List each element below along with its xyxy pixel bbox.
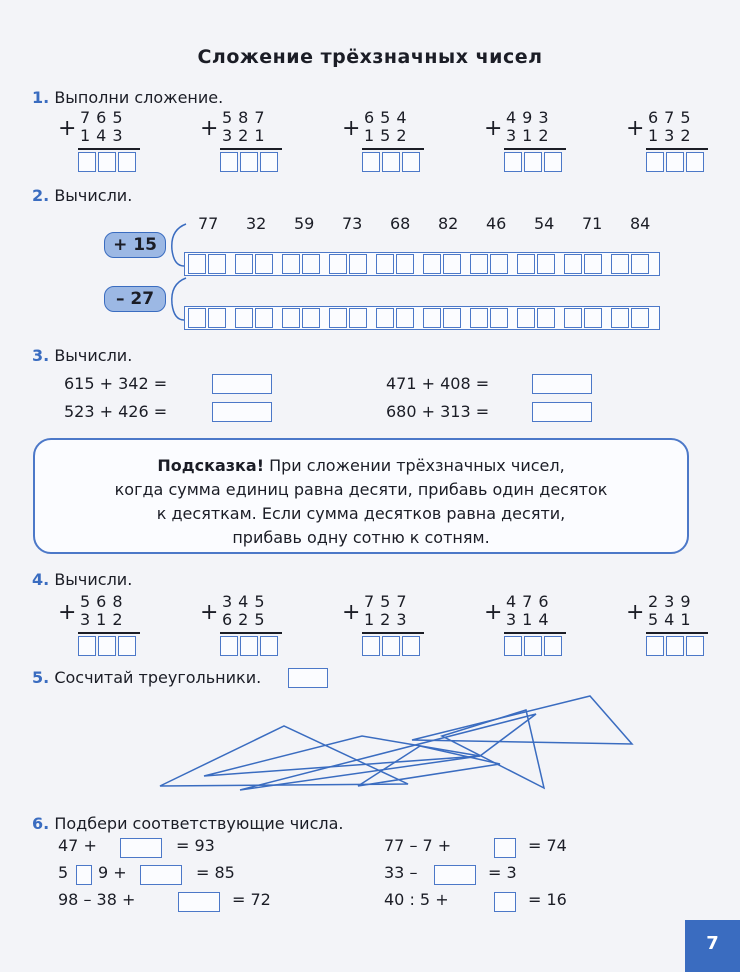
answer-cell[interactable] <box>504 636 522 656</box>
answer-cell[interactable] <box>490 254 508 274</box>
task-4-header <box>32 570 132 589</box>
task-6-header <box>32 814 343 833</box>
addend-top: 587 <box>222 108 271 127</box>
triangle <box>204 736 480 776</box>
given-number: 77 <box>198 214 219 233</box>
answer-cell[interactable] <box>349 254 367 274</box>
plus-sign: + <box>200 600 219 625</box>
given-number: 82 <box>438 214 459 233</box>
answer-box[interactable] <box>76 865 92 885</box>
answer-cell[interactable] <box>78 152 96 172</box>
answer-cell[interactable] <box>517 254 535 274</box>
task-number: 6. <box>32 814 50 833</box>
plus-sign: + <box>626 116 645 141</box>
task-number: 1. <box>32 88 50 107</box>
answer-cell[interactable] <box>646 636 664 656</box>
answer-cell[interactable] <box>631 308 649 328</box>
sum-line <box>220 632 282 634</box>
addend-top: 757 <box>364 592 413 611</box>
plus-sign: + <box>342 600 361 625</box>
addend-bottom: 625 <box>222 610 271 629</box>
given-number: 71 <box>582 214 603 233</box>
given-number: 46 <box>486 214 507 233</box>
task-number: 2. <box>32 186 50 205</box>
answer-cell[interactable] <box>396 254 414 274</box>
task-number: 5. <box>32 668 50 687</box>
answer-cell[interactable] <box>686 152 704 172</box>
triangles-figure <box>150 690 650 800</box>
answer-box[interactable] <box>140 865 182 885</box>
addend-top: 675 <box>648 108 697 127</box>
answer-cell[interactable] <box>666 152 684 172</box>
answer-cell[interactable] <box>208 308 226 328</box>
equation-part: = 72 <box>232 890 271 909</box>
answer-box[interactable] <box>212 402 272 422</box>
answer-cell[interactable] <box>544 152 562 172</box>
task-number: 4. <box>32 570 50 589</box>
task-text: Вычисли. <box>54 346 133 365</box>
answer-box[interactable] <box>494 892 516 912</box>
sum-line <box>646 148 708 150</box>
addend-top: 476 <box>506 592 555 611</box>
addend-bottom: 123 <box>364 610 413 629</box>
addend-top: 239 <box>648 592 697 611</box>
answer-cell[interactable] <box>537 254 555 274</box>
equation-part: 47 + <box>58 836 97 855</box>
answer-cell[interactable] <box>524 636 542 656</box>
task-2-header <box>32 186 132 205</box>
addend-bottom: 143 <box>80 126 129 145</box>
page-number: 7 <box>685 920 740 972</box>
answer-cell[interactable] <box>118 152 136 172</box>
given-number: 68 <box>390 214 411 233</box>
sum-line <box>504 148 566 150</box>
answer-cell[interactable] <box>524 152 542 172</box>
answer-cell[interactable] <box>376 254 394 274</box>
answer-box[interactable] <box>178 892 220 912</box>
answer-box[interactable] <box>434 865 476 885</box>
sum-line <box>220 148 282 150</box>
answer-cell[interactable] <box>235 254 253 274</box>
answer-cell[interactable] <box>490 308 508 328</box>
answer-cell[interactable] <box>98 636 116 656</box>
sum-line <box>362 632 424 634</box>
given-number: 32 <box>246 214 267 233</box>
expression-row: 471 + 408 = <box>386 374 490 393</box>
answer-cell[interactable] <box>631 254 649 274</box>
answer-cell[interactable] <box>611 254 629 274</box>
answer-cell[interactable] <box>302 254 320 274</box>
hint-line: прибавь одну сотню к сотням. <box>232 528 490 547</box>
equation-part: 33 – <box>384 863 418 882</box>
addend-top: 654 <box>364 108 413 127</box>
hint-line: При сложении трёхзначных чисел, <box>269 456 565 475</box>
answer-box[interactable] <box>120 838 162 858</box>
operation-minus-27: – 27 <box>104 286 166 312</box>
given-number: 59 <box>294 214 315 233</box>
equation-part: 40 : 5 + <box>384 890 449 909</box>
answer-cell[interactable] <box>208 254 226 274</box>
answer-cell[interactable] <box>382 636 400 656</box>
answer-cell[interactable] <box>349 308 367 328</box>
plus-sign: + <box>342 116 361 141</box>
answer-cell[interactable] <box>564 308 582 328</box>
equation-part: = 93 <box>176 836 215 855</box>
hint-line: когда сумма единиц равна десяти, прибавь один десяток <box>114 480 608 499</box>
equation-part: = 16 <box>528 890 567 909</box>
equation-part: 9 + <box>98 863 127 882</box>
task-text: Выполни сложение. <box>54 88 224 107</box>
answer-cell[interactable] <box>470 254 488 274</box>
sum-line <box>504 632 566 634</box>
answer-cell[interactable] <box>98 152 116 172</box>
answer-cell[interactable] <box>282 254 300 274</box>
sum-line <box>646 632 708 634</box>
hint-line: к десяткам. Если сумма десятков равна десяти, <box>156 504 566 523</box>
addend-bottom: 312 <box>80 610 129 629</box>
answer-cell[interactable] <box>362 152 380 172</box>
answer-cell[interactable] <box>329 254 347 274</box>
addend-bottom: 314 <box>506 610 555 629</box>
answer-cell[interactable] <box>470 308 488 328</box>
equation-part: 77 – 7 + <box>384 836 452 855</box>
answer-cell[interactable] <box>666 636 684 656</box>
sum-line <box>362 148 424 150</box>
answer-box[interactable] <box>532 402 592 422</box>
equation-row <box>58 836 97 855</box>
addend-bottom: 312 <box>506 126 555 145</box>
addend-bottom: 132 <box>648 126 697 145</box>
task-3-header <box>32 346 132 365</box>
addend-bottom: 321 <box>222 126 271 145</box>
answer-cell[interactable] <box>584 308 602 328</box>
expression-row: 615 + 342 = <box>64 374 168 393</box>
equation-part: 98 – 38 + <box>58 890 136 909</box>
triangle <box>358 746 500 786</box>
answer-cell[interactable] <box>423 308 441 328</box>
answer-cell[interactable] <box>584 254 602 274</box>
triangle <box>442 710 544 788</box>
answer-cell[interactable] <box>220 152 238 172</box>
addend-top: 765 <box>80 108 129 127</box>
answer-cell[interactable] <box>611 308 629 328</box>
given-number: 54 <box>534 214 555 233</box>
plus-sign: + <box>484 116 503 141</box>
answer-cell[interactable] <box>517 308 535 328</box>
answer-cell[interactable] <box>544 636 562 656</box>
answer-cell[interactable] <box>686 636 704 656</box>
answer-cell[interactable] <box>504 152 522 172</box>
task-text: Подбери соответствующие числа. <box>54 814 344 833</box>
answer-cell[interactable] <box>423 254 441 274</box>
equation-part: = 85 <box>196 863 235 882</box>
answer-cell[interactable] <box>329 308 347 328</box>
equation-part: = 74 <box>528 836 567 855</box>
plus-sign: + <box>58 600 77 625</box>
given-number: 73 <box>342 214 363 233</box>
addend-top: 568 <box>80 592 129 611</box>
answer-cell[interactable] <box>302 308 320 328</box>
page-title: Сложение трёхзначных чисел <box>197 46 543 68</box>
answer-box[interactable] <box>212 374 272 394</box>
answer-box[interactable] <box>288 668 328 688</box>
answer-cell[interactable] <box>376 308 394 328</box>
equation-part: 5 <box>58 863 69 882</box>
answer-cell[interactable] <box>260 636 278 656</box>
answer-cell[interactable] <box>188 254 206 274</box>
answer-cell[interactable] <box>443 254 461 274</box>
plus-sign: + <box>626 600 645 625</box>
task-number: 3. <box>32 346 50 365</box>
answer-cell[interactable] <box>382 152 400 172</box>
answer-cell[interactable] <box>240 636 258 656</box>
answer-cell[interactable] <box>188 308 206 328</box>
task-text: Вычисли. <box>54 186 133 205</box>
plus-sign: + <box>200 116 219 141</box>
answer-cell[interactable] <box>402 636 420 656</box>
answer-cell[interactable] <box>235 308 253 328</box>
hint-box <box>33 438 689 554</box>
addend-bottom: 541 <box>648 610 697 629</box>
answer-cell[interactable] <box>255 308 273 328</box>
answer-cell[interactable] <box>564 254 582 274</box>
answer-cell[interactable] <box>78 636 96 656</box>
answer-cell[interactable] <box>402 152 420 172</box>
expression-row: 523 + 426 = <box>64 402 168 421</box>
equation-part: = 3 <box>488 863 517 882</box>
task-1-header <box>32 88 223 107</box>
plus-sign: + <box>58 116 77 141</box>
answer-cell[interactable] <box>240 152 258 172</box>
answer-cell[interactable] <box>255 254 273 274</box>
answer-cell[interactable] <box>443 308 461 328</box>
addend-top: 345 <box>222 592 271 611</box>
answer-box[interactable] <box>494 838 516 858</box>
answer-cell[interactable] <box>282 308 300 328</box>
sum-line <box>78 632 140 634</box>
answer-cell[interactable] <box>537 308 555 328</box>
hint-label: Подсказка! <box>157 456 265 475</box>
task-text: Вычисли. <box>54 570 133 589</box>
task-text: Сосчитай треугольники. <box>54 668 262 687</box>
expression-row: 680 + 313 = <box>386 402 490 421</box>
addend-top: 493 <box>506 108 555 127</box>
given-number: 84 <box>630 214 651 233</box>
answer-cell[interactable] <box>396 308 414 328</box>
operation-plus-15: + 15 <box>104 232 166 258</box>
task-5-header <box>32 668 261 687</box>
plus-sign: + <box>484 600 503 625</box>
answer-cell[interactable] <box>118 636 136 656</box>
sum-line <box>78 148 140 150</box>
addend-bottom: 152 <box>364 126 413 145</box>
answer-cell[interactable] <box>220 636 238 656</box>
answer-cell[interactable] <box>260 152 278 172</box>
answer-cell[interactable] <box>362 636 380 656</box>
answer-cell[interactable] <box>646 152 664 172</box>
answer-box[interactable] <box>532 374 592 394</box>
